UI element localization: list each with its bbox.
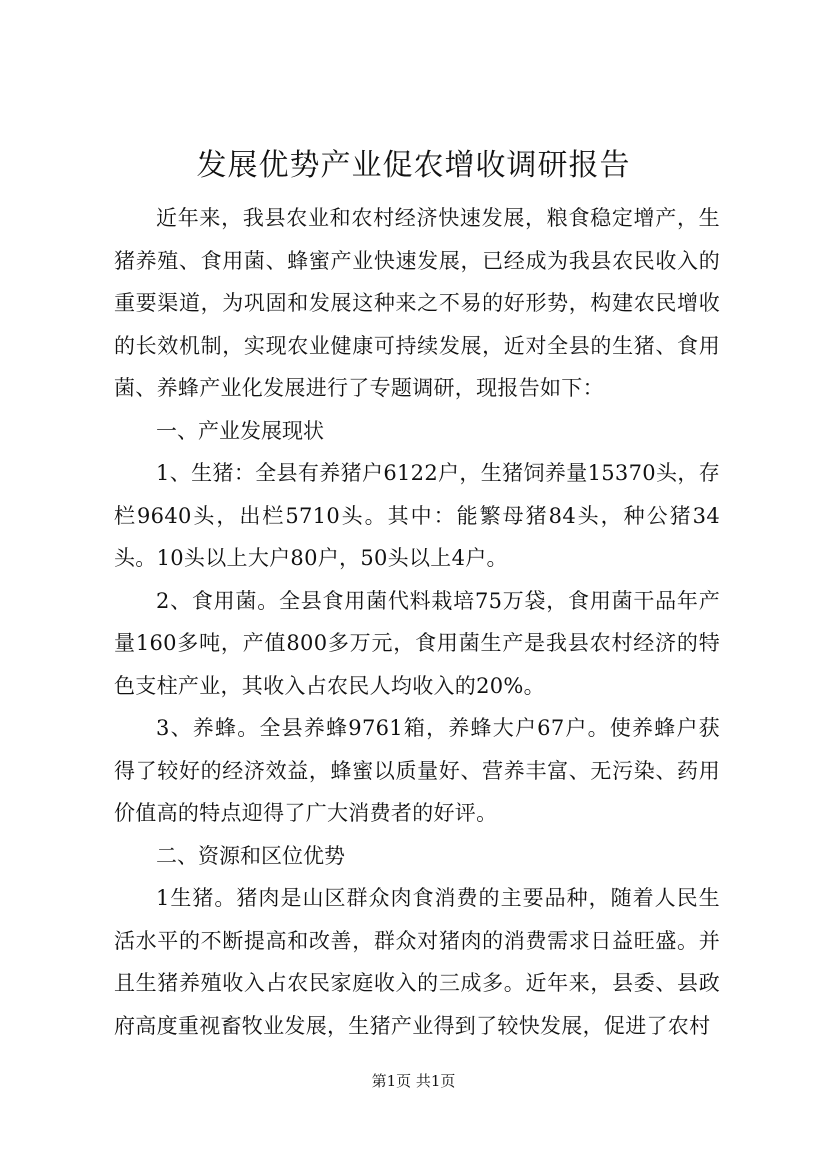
document-body xyxy=(114,197,720,1047)
section-heading-advantages: 二、资源和区位优势 xyxy=(156,843,345,868)
paragraph-pig-advantage: 1生猪。猪肉是山区群众肉食消费的主要品种，随着人民生活水平的不断提高和改善，群众对猪肉的消费需求日益旺盛。并且生猪养殖收入占农民家庭收入的三成多。近年来，县委、县政府高度重视畜牧业发展，生猪产业得到了较快发展，促进了农村 xyxy=(114,886,720,1038)
intro-paragraph: 近年来，我县农业和农村经济快速发展，粮食稳定增产，生猪养殖、食用菌、蜂蜜产业快速发展，已经成为我县农民收入的重要渠道，为巩固和发展这种来之不易的好形势，构建农民增收的长效机制，实现农业健康可持续发展，近对全县的生猪、食用菌、养蜂产业化发展进行了专题调研，现报告如下： xyxy=(114,206,720,400)
paragraph-pig-farming: 1、生猪：全县有养猪户6122户，生猪饲养量15370头，存栏9640头，出栏5710头。其中：能繁母猪84头，种公猪34头。10头以上大户80户，50头以上4户。 xyxy=(114,461,720,570)
section-heading-current-status: 一、产业发展现状 xyxy=(156,418,324,443)
paragraph-edible-fungi: 2、食用菌。全县食用菌代料栽培75万袋，食用菌干品年产量160多吨，产值800多万元，食用菌生产是我县农村经济的特色支柱产业，其收入占农民人均收入的20%。 xyxy=(114,588,720,698)
page-footer: 第1页 共1页 xyxy=(371,1072,456,1090)
paragraph-beekeeping: 3、养蜂。全县养蜂9761箱，养蜂大户67户。使养蜂户获得了较好的经济效益，蜂蜜以质量好、营养丰富、无污染、药用价值高的特点迎得了广大消费者的好评。 xyxy=(114,716,720,825)
document-title: 发展优势产业促农增收调研报告 xyxy=(196,148,631,183)
